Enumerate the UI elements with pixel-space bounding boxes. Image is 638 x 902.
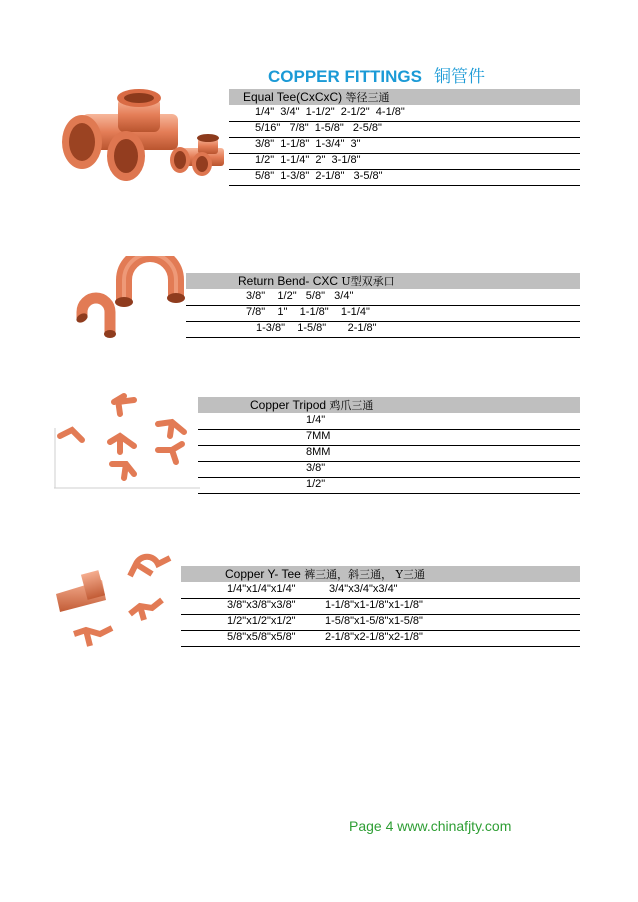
- equal-tee-row: 3/8" 1-1/8" 1-3/4" 3": [229, 137, 580, 154]
- copper-y-tee-header: [181, 566, 580, 582]
- copper-y-tee-row: 3/8"x3/8"x3/8" 1-1/8"x1-1/8"x1-1/8": [181, 598, 580, 615]
- copper-tripod-row: 8MM: [198, 445, 580, 462]
- copper-tripod-row: 7MM: [198, 429, 580, 446]
- copper-tripod-image: [54, 388, 200, 492]
- return-bend-header-label: Return Bend- CXC: [238, 274, 339, 288]
- equal-tee-header-label: Equal Tee(CxCxC): [243, 90, 343, 104]
- title-cn: 铜管件: [433, 67, 485, 87]
- copper-y-tee-image: [52, 550, 184, 662]
- page-footer: Page 4 www.chinafjty.com: [349, 818, 512, 834]
- copper-tripod-header-cn: 鸡爪三通: [329, 399, 374, 412]
- copper-tripod-header: [198, 397, 580, 413]
- equal-tee-header: [229, 89, 580, 105]
- copper-y-tee-row: 5/8"x5/8"x5/8" 2-1/8"x2-1/8"x2-1/8": [181, 630, 580, 647]
- return-bend-header: [186, 273, 580, 289]
- return-bend-row: 7/8" 1" 1-1/8" 1-1/4": [186, 305, 580, 322]
- return-bend-image: [52, 256, 192, 348]
- page-title: [268, 62, 485, 87]
- copper-tripod-row: 1/2": [198, 477, 580, 494]
- copper-tripod-row: 3/8": [198, 461, 580, 478]
- equal-tee-row: 1/2" 1-1/4" 2" 3-1/8": [229, 153, 580, 170]
- equal-tee-row: 5/8" 1-3/8" 2-1/8" 3-5/8": [229, 169, 580, 186]
- title-en: COPPER FITTINGS: [268, 67, 422, 86]
- copper-y-tee-row: 1/4"x1/4"x1/4" 3/4"x3/4"x3/4": [181, 582, 580, 599]
- equal-tee-header-cn: 等径三通: [345, 91, 390, 104]
- copper-tripod-header-label: Copper Tripod: [250, 398, 327, 412]
- return-bend-row: 3/8" 1/2" 5/8" 3/4": [186, 289, 580, 306]
- equal-tee-row: 5/16" 7/8" 1-5/8" 2-5/8": [229, 121, 580, 138]
- copper-y-tee-row: 1/2"x1/2"x1/2" 1-5/8"x1-5/8"x1-5/8": [181, 614, 580, 631]
- copper-y-tee-header-label: Copper Y- Tee: [225, 567, 301, 581]
- copper-tripod-row: 1/4": [198, 413, 580, 430]
- return-bend-header-cn: U型双承口: [341, 275, 395, 288]
- return-bend-row: 1-3/8" 1-5/8" 2-1/8": [186, 321, 580, 338]
- equal-tee-image: [52, 86, 230, 192]
- copper-y-tee-header-cn: 裤三通，斜三通， Y三通: [304, 568, 425, 581]
- equal-tee-row: 1/4" 3/4" 1-1/2" 2-1/2" 4-1/8": [229, 105, 580, 122]
